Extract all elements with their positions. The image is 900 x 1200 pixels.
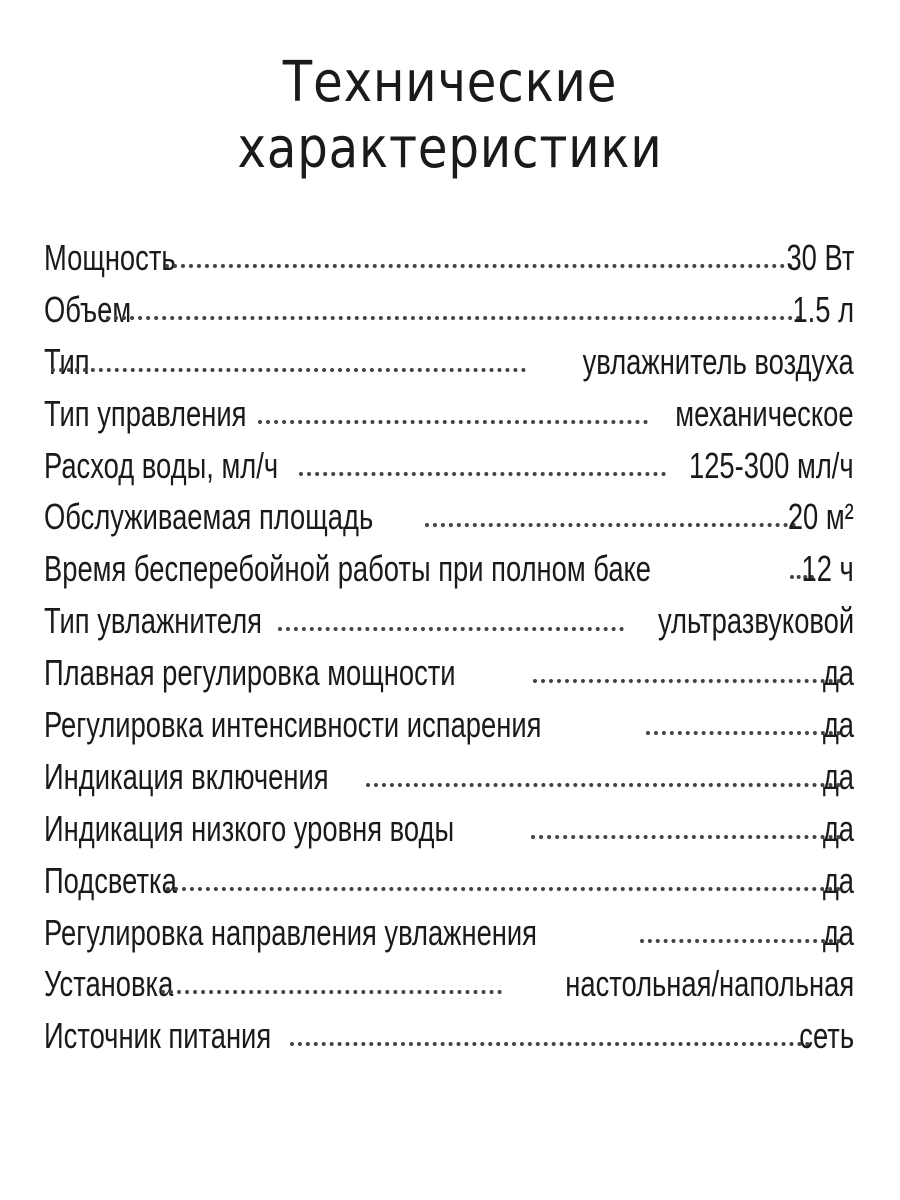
spec-label: Время бесперебойной работы при полном баке xyxy=(44,548,652,590)
dotted-leader xyxy=(161,984,502,994)
spec-row xyxy=(44,855,854,907)
spec-value: да xyxy=(822,652,854,694)
spec-row xyxy=(44,1010,854,1062)
spec-row xyxy=(44,907,854,959)
spec-row xyxy=(44,543,854,595)
spec-label: Тип xyxy=(44,340,90,382)
spec-row xyxy=(44,284,854,336)
spec-value: да xyxy=(822,755,854,797)
spec-row xyxy=(44,440,854,492)
spec-label: Расход воды, мл/ч xyxy=(44,444,279,486)
spec-label: Индикация низкого уровня воды xyxy=(44,807,455,849)
spec-label: Тип увлажнителя xyxy=(44,600,262,642)
dotted-leader xyxy=(425,517,796,527)
dotted-leader xyxy=(278,621,624,631)
spec-value: да xyxy=(822,911,854,953)
spec-label: Источник питания xyxy=(44,1015,272,1057)
spec-row xyxy=(44,388,854,440)
dotted-leader xyxy=(165,258,794,268)
spec-row xyxy=(44,232,854,284)
spec-value: сеть xyxy=(799,1015,854,1057)
spec-value: да xyxy=(822,859,854,901)
spec-label: Обслуживаемая площадь xyxy=(44,496,374,538)
dotted-leader xyxy=(366,777,842,787)
spec-value: ультразвуковой xyxy=(657,600,854,642)
spec-row xyxy=(44,595,854,647)
spec-value: 1.5 л xyxy=(792,288,854,330)
spec-label: Установка xyxy=(44,963,174,1005)
spec-label: Плавная регулировка мощности xyxy=(44,652,456,694)
spec-row xyxy=(44,699,854,751)
spec-label: Регулировка направления увлажнения xyxy=(44,911,538,953)
spec-label: Мощность xyxy=(44,237,176,278)
page-title-line-2: характеристики xyxy=(237,116,663,181)
spec-value: да xyxy=(822,704,854,746)
spec-label: Подсветка xyxy=(44,859,177,901)
spec-row xyxy=(44,491,854,543)
spec-label: Объем xyxy=(44,288,132,330)
spec-label: Регулировка интенсивности испарения xyxy=(44,704,542,746)
spec-value: 125-300 мл/ч xyxy=(689,444,854,486)
spec-label: Индикация включения xyxy=(44,755,329,797)
spec-list xyxy=(44,232,854,1062)
spec-value: 12 ч xyxy=(801,548,854,590)
spec-value: 30 Вт xyxy=(786,237,854,278)
dotted-leader xyxy=(106,310,801,320)
spec-row xyxy=(44,751,854,803)
dotted-leader xyxy=(166,881,841,891)
spec-row xyxy=(44,647,854,699)
spec-row xyxy=(44,336,854,388)
spec-label: Тип управления xyxy=(44,392,247,434)
page-title xyxy=(63,50,837,182)
spec-row xyxy=(44,803,854,855)
page-title-line-1: Технические xyxy=(282,50,618,115)
dotted-leader xyxy=(258,414,648,424)
dotted-leader xyxy=(290,1036,810,1046)
spec-value: да xyxy=(822,807,854,849)
dotted-leader xyxy=(533,673,842,683)
dotted-leader xyxy=(531,829,841,839)
spec-row xyxy=(44,958,854,1010)
dotted-leader xyxy=(299,466,665,476)
spec-value: увлажнитель воздуха xyxy=(582,340,854,382)
spec-value: настольная/напольная xyxy=(565,963,854,1005)
dotted-leader xyxy=(646,725,842,735)
spec-value: 20 м² xyxy=(788,496,854,538)
dotted-leader xyxy=(51,362,525,372)
spec-value: механическое xyxy=(675,392,854,434)
dotted-leader xyxy=(640,933,841,943)
